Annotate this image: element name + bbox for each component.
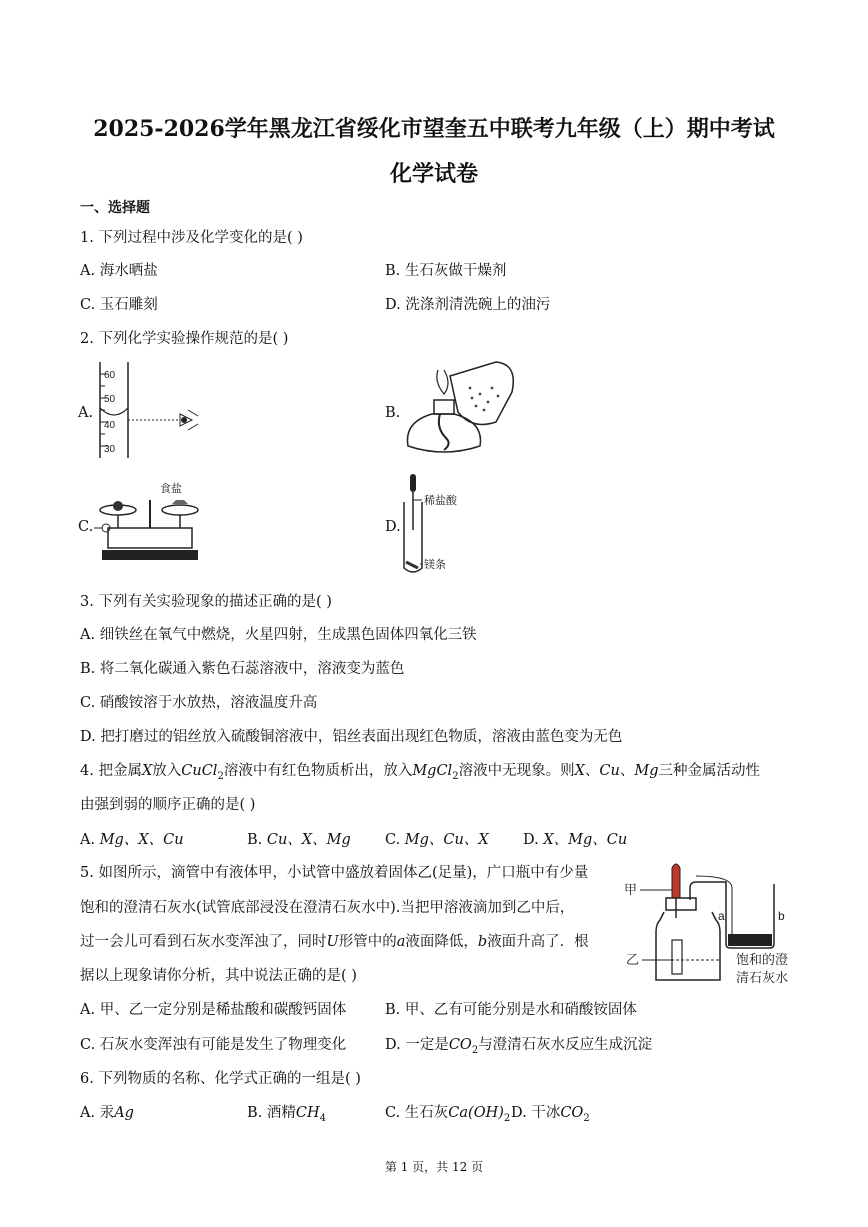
q4-option-a: A. Mg、X、Cu xyxy=(80,832,184,848)
q3-option-a: A. 细铁丝在氧气中燃烧，火星四射，生成黑色固体四氧化三铁 xyxy=(80,627,477,643)
label-yi: 乙 xyxy=(626,952,640,967)
q6-option-b: B. 酒精$CH_4$ xyxy=(247,1105,326,1124)
q1-option-a: A. 海水晒盐 xyxy=(80,263,158,279)
tick-50: 50 xyxy=(104,394,116,405)
label-jia: 甲 xyxy=(624,882,638,897)
q6-stem: 6. 下列物质的名称、化学式正确的一组是( ) xyxy=(80,1071,361,1087)
alcohol-lamp-figure xyxy=(400,358,520,464)
mg-ribbon-label: 镁条 xyxy=(424,559,446,571)
q5-line3: 过一会儿可看到石灰水变浑浊了，同时U形管中的a液面降低，b液面升高了．根 xyxy=(80,934,589,950)
q5-option-c: C. 石灰水变浑浊有可能是发生了物理变化 xyxy=(80,1037,347,1053)
tick-60: 60 xyxy=(104,370,116,381)
caption-line2: 清石灰水 xyxy=(736,970,789,985)
q3-option-c: C. 硝酸铵溶于水放热，溶液温度升高 xyxy=(80,695,318,711)
q2-option-c: C. xyxy=(78,519,94,535)
q6-option-a: A. 汞Ag xyxy=(80,1105,134,1121)
apparatus-figure xyxy=(620,860,795,988)
q5-line2: 饱和的澄清石灰水(试管底部浸没在澄清石灰水中).当把甲溶液滴加到乙中后， xyxy=(80,900,575,916)
q4-option-d: D. X、Mg、Cu xyxy=(523,832,628,848)
q3-option-b: B. 将二氧化碳通入紫色石蕊溶液中，溶液变为蓝色 xyxy=(80,661,405,677)
q2-stem: 2. 下列化学实验操作规范的是( ) xyxy=(80,331,289,347)
section-heading: 一、选择题 xyxy=(80,200,150,216)
salt-label: 食盐 xyxy=(160,483,182,495)
q5-option-b: B. 甲、乙有可能分别是水和硝酸铵固体 xyxy=(385,1002,637,1018)
label-b: b xyxy=(778,909,785,923)
q3-option-d: D. 把打磨过的铝丝放入硫酸铜溶液中，铝丝表面出现红色物质，溶液由蓝色变为无色 xyxy=(80,729,623,745)
q1-option-d: D. 洗涤剂清洗碗上的油污 xyxy=(385,297,551,313)
label-a: a xyxy=(718,909,725,923)
tick-30: 30 xyxy=(104,444,116,455)
q5-option-a: A. 甲、乙一定分别是稀盐酸和碳酸钙固体 xyxy=(80,1002,347,1018)
page-title: 2025-2026学年黑龙江省绥化市望奎五中联考九年级（上）期中考试 xyxy=(93,116,775,142)
page-subtitle: 化学试卷 xyxy=(389,161,478,187)
q1-option-b: B. 生石灰做干燥剂 xyxy=(385,263,507,279)
q6-option-d: D. 干冰$CO_2$ xyxy=(511,1105,590,1124)
q2-option-d: D. xyxy=(385,519,401,535)
tick-40: 40 xyxy=(104,420,116,431)
page-number: 第 1 页，共 12 页 xyxy=(384,1160,484,1174)
q4-stem: 4. 把金属X放入CuCl$_2$溶液中有红色物质析出，放入MgCl$_2$溶液中无现象。则X、Cu、Mg三种金属活动性 xyxy=(80,763,760,782)
balance-figure xyxy=(92,480,207,566)
hcl-label: 稀盐酸 xyxy=(424,495,457,507)
q2-option-a: A. xyxy=(78,405,94,421)
q1-option-c: C. 玉石雕刻 xyxy=(80,297,158,313)
test-tube-figure xyxy=(398,472,478,578)
caption-line1: 饱和的澄 xyxy=(736,952,789,967)
q4-option-b: B. Cu、X、Mg xyxy=(247,832,351,848)
graduated-cylinder-figure xyxy=(92,358,207,460)
q4-stem-line2: 由强到弱的顺序正确的是( ) xyxy=(80,797,256,813)
q5-option-d: D. 一定是$CO_2$与澄清石灰水反应生成沉淀 xyxy=(385,1037,653,1056)
q6-option-c: C. 生石灰$Ca(OH)_2$ xyxy=(385,1105,511,1124)
q5-line4: 据以上现象请你分析，其中说法正确的是( ) xyxy=(80,968,357,984)
q1-stem: 1. 下列过程中涉及化学变化的是( ) xyxy=(80,230,303,246)
q5-line1: 5. 如图所示，滴管中有液体甲，小试管中盛放着固体乙(足量)，广口瓶中有少量 xyxy=(80,865,589,881)
q3-stem: 3. 下列有关实验现象的描述正确的是( ) xyxy=(80,594,332,610)
q4-option-c: C. Mg、Cu、X xyxy=(385,832,489,848)
q2-option-b: B. xyxy=(385,405,401,421)
